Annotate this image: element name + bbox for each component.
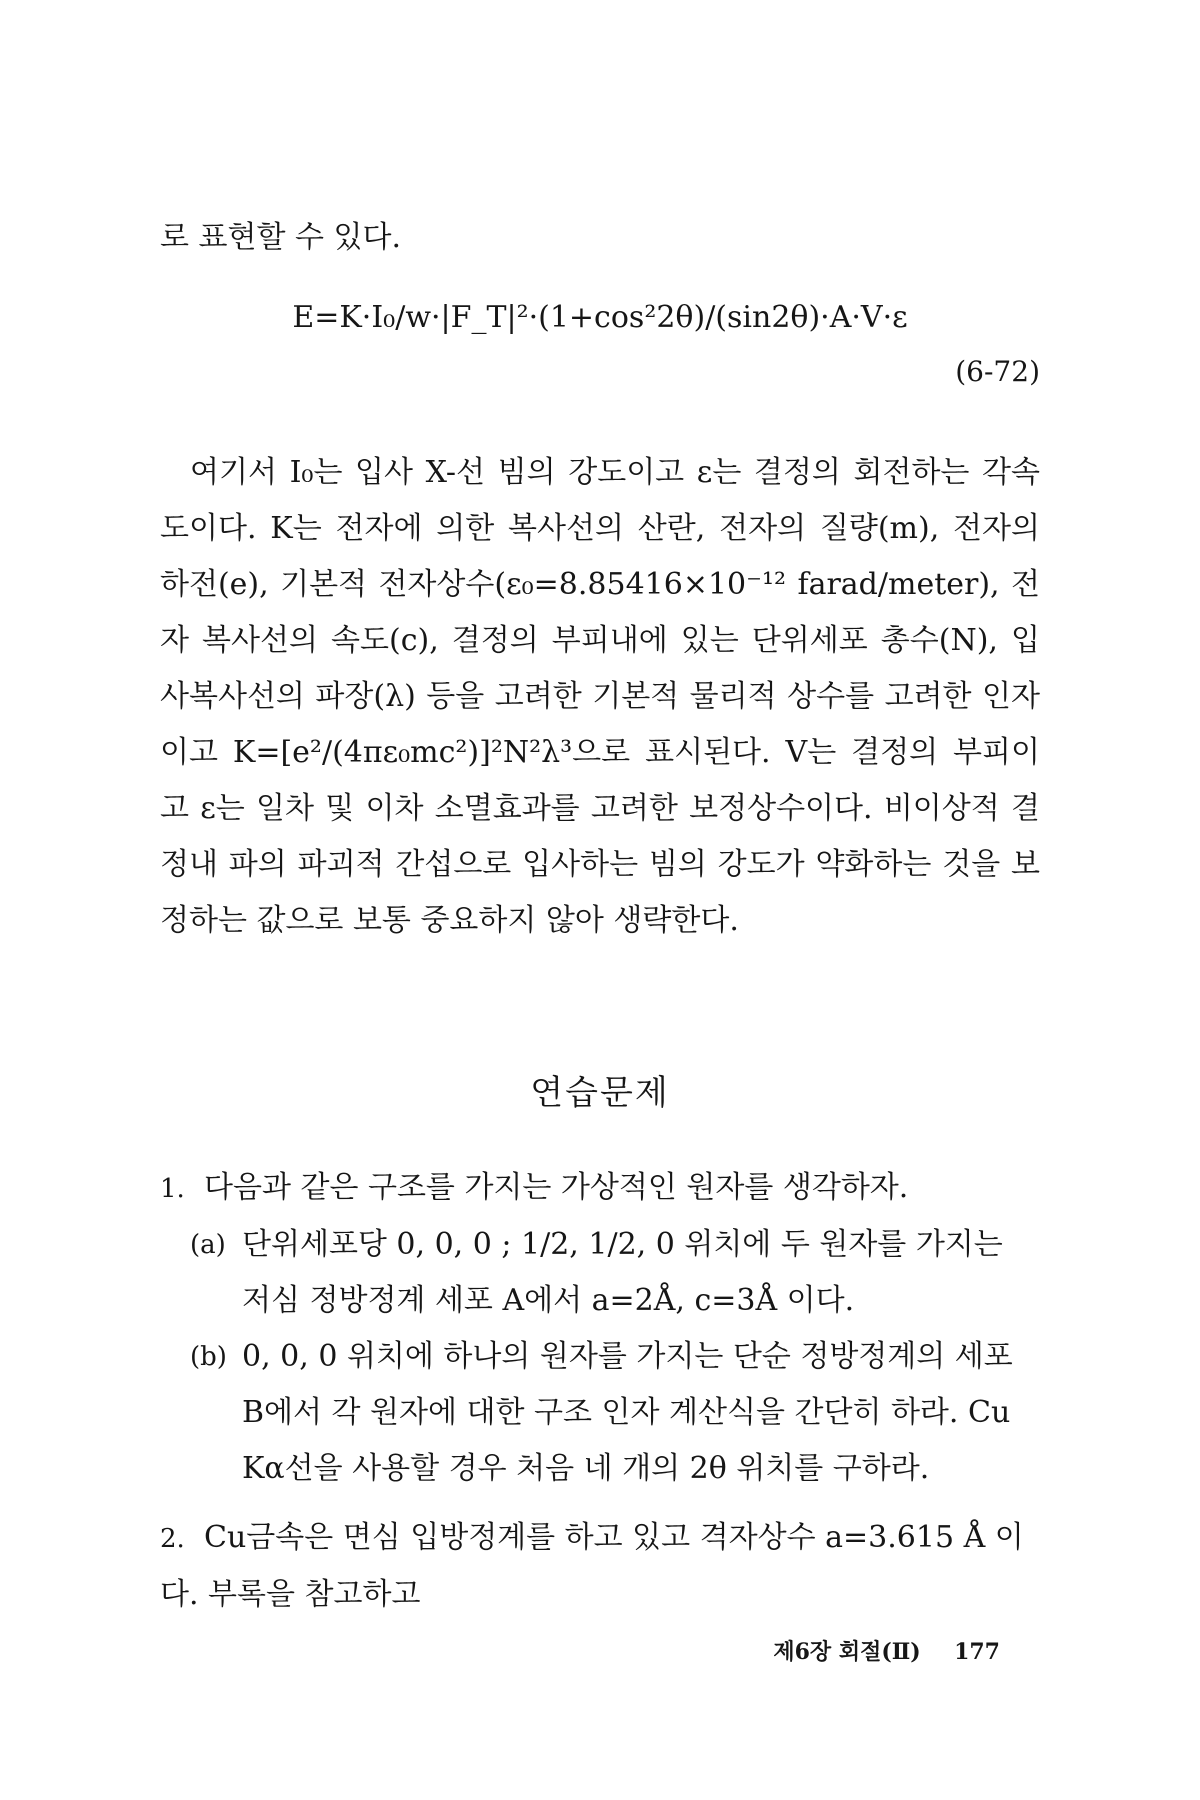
exercise-1a-label: (a) (190, 1230, 226, 1260)
body-paragraph: 여기서 I₀는 입사 X-선 빔의 강도이고 ε는 결정의 회전하는 각속도이다. K는 전자에 의한 복사선의 산란, 전자의 질량(m), 전자의 하전(e), 기본적 전자상수(ε₀=8.85416×10⁻¹² farad/meter), 전자 복사선의 속도(c), 결정의 부피내에 있는 단위세포 총수(N), 입사복사선의 파장(λ) 등을 고려한 기본적 물리적 상수를 고려한 인자이고 K=[e²/(4πε₀mc²)]²N²λ³으로 표시된다. V는 결정의 부피이고 ε는 일차 및 이차 소멸효과를 고려한 보정상수이다. 비이상적 결정내 파의 파괴적 간섭으로 입사하는 빔의 강도가 약화하는 것을 보정하는 값으로 보통 중요하지 않아 생략한다. (160, 455, 1040, 938)
page-number: 177 (954, 1639, 1000, 1665)
exercise-1-number: 1. (160, 1174, 185, 1204)
exercise-2-text: Cu금속은 면심 입방정계를 하고 있고 격자상수 a=3.615 Å 이다. 부록을 참고하고 (160, 1520, 1024, 1612)
intro-line: 로 표현할 수 있다. (160, 220, 402, 255)
exercise-2 (160, 1510, 1040, 1623)
exercise-1 (160, 1160, 1040, 1497)
exercise-1-prompt (160, 1160, 1040, 1217)
exercises-title: 연습문제 (530, 1073, 670, 1113)
exercise-1-text: 다음과 같은 구조를 가지는 가상적인 원자를 생각하자. (204, 1170, 909, 1205)
exercise-1b-text: 0, 0, 0 위치에 하나의 원자를 가지는 단순 정방정계의 세포 B에서 각 원자에 대한 구조 인자 계산식을 간단히 하라. Cu Kα선을 사용할 경우 처음 네 개의 2θ 위치를 구하라. (242, 1339, 1013, 1486)
chapter-label: 제6장 회절(Ⅱ) (773, 1639, 921, 1665)
equation-number: (6-72) (955, 355, 1040, 388)
exercise-1b (190, 1329, 1040, 1497)
page-footer (600, 1635, 1000, 1666)
exercise-1b-label: (b) (190, 1342, 227, 1372)
exercise-2-number: 2. (160, 1524, 185, 1554)
exercise-1a-text: 단위세포당 0, 0, 0 ; 1/2, 1/2, 0 위치에 두 원자를 가지는 저심 정방정계 세포 A에서 a=2Å, c=3Å 이다. (242, 1227, 1003, 1318)
equation-formula: E=K·I₀/w·|F_T|²·(1+cos²2θ)/(sin2θ)·A·V·ε (292, 300, 908, 335)
exercise-1a (190, 1217, 1040, 1329)
